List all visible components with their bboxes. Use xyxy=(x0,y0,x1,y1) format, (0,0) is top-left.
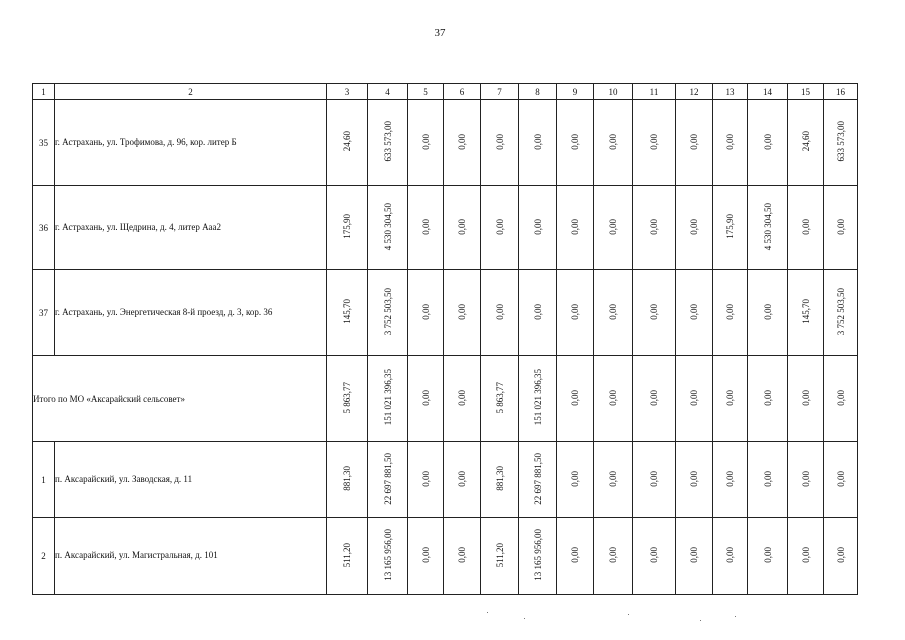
value-text: 0,00 xyxy=(457,218,467,235)
value-text: 0,00 xyxy=(725,303,735,320)
value-cell xyxy=(327,518,368,595)
value-cell xyxy=(408,100,444,186)
table-row xyxy=(33,186,858,270)
value-text: 0,00 xyxy=(649,547,659,563)
value-text: 151 021 396,35 xyxy=(382,369,393,426)
value-cell xyxy=(408,518,444,595)
value-cell xyxy=(633,442,676,518)
value-cell xyxy=(444,270,481,356)
column-header: 10 xyxy=(594,84,633,100)
value-cell xyxy=(444,518,481,595)
column-header: 6 xyxy=(444,84,481,100)
address-cell: г. Астрахань, ул. Трофимова, д. 96, кор. литер Б xyxy=(55,100,327,186)
value-text: 881,30 xyxy=(342,466,352,491)
value-text: 145,70 xyxy=(342,299,352,324)
value-cell xyxy=(748,356,788,442)
value-text: 0,00 xyxy=(608,218,618,235)
total-label: Итого по МО «Аксарайский сельсовет» xyxy=(33,356,327,442)
row-number: 2 xyxy=(33,518,55,595)
value-text: 4 530 304,50 xyxy=(762,202,773,251)
value-cell xyxy=(633,270,676,356)
column-header: 14 xyxy=(748,84,788,100)
value-cell xyxy=(481,442,519,518)
row-number: 36 xyxy=(33,186,55,270)
value-cell xyxy=(713,270,748,356)
value-cell xyxy=(444,442,481,518)
value-text: 0,00 xyxy=(762,389,773,406)
value-cell xyxy=(368,518,408,595)
value-text: 0,00 xyxy=(532,218,543,235)
value-cell xyxy=(676,270,713,356)
value-text: 0,00 xyxy=(570,547,580,563)
value-text: 633 573,00 xyxy=(382,121,393,162)
row-number: 35 xyxy=(33,100,55,186)
value-cell xyxy=(481,518,519,595)
value-text: 511,20 xyxy=(342,542,352,568)
value-text: 0,00 xyxy=(420,389,431,406)
value-cell xyxy=(748,442,788,518)
value-text: 0,00 xyxy=(800,547,811,563)
value-text: 3 752 503,50 xyxy=(382,287,393,336)
header-row xyxy=(33,84,858,100)
value-text: 0,00 xyxy=(457,133,467,150)
value-cell xyxy=(368,356,408,442)
value-text: 13 165 956,00 xyxy=(382,529,393,581)
value-cell xyxy=(519,100,557,186)
value-text: 0,00 xyxy=(570,218,580,235)
value-text: 0,00 xyxy=(689,547,699,563)
value-cell xyxy=(788,100,824,186)
value-text: 511,20 xyxy=(494,542,505,568)
value-text: 0,00 xyxy=(725,389,735,406)
value-cell xyxy=(748,270,788,356)
value-cell xyxy=(676,356,713,442)
value-cell xyxy=(557,356,594,442)
value-text: 0,00 xyxy=(420,133,431,150)
column-header: 9 xyxy=(557,84,594,100)
total-row xyxy=(33,356,858,442)
value-cell xyxy=(557,518,594,595)
page-number: 37 xyxy=(434,27,446,39)
value-cell xyxy=(368,270,408,356)
value-cell xyxy=(594,442,633,518)
value-cell xyxy=(519,442,557,518)
value-text: 0,00 xyxy=(457,389,467,406)
value-cell xyxy=(824,442,858,518)
value-cell xyxy=(408,356,444,442)
value-text: 151 021 396,35 xyxy=(532,369,543,426)
value-cell xyxy=(557,100,594,186)
value-cell xyxy=(788,356,824,442)
row-number: 1 xyxy=(33,442,55,518)
value-text: 0,00 xyxy=(570,470,580,487)
value-text: 0,00 xyxy=(689,303,699,320)
value-cell xyxy=(481,186,519,270)
value-cell xyxy=(408,186,444,270)
value-text: 0,00 xyxy=(835,470,846,487)
column-header: 3 xyxy=(327,84,368,100)
value-text: 0,00 xyxy=(800,218,811,235)
value-text: 0,00 xyxy=(570,303,580,320)
value-text: 0,00 xyxy=(725,133,735,150)
value-cell xyxy=(748,100,788,186)
value-cell xyxy=(327,442,368,518)
value-cell xyxy=(788,270,824,356)
table-row xyxy=(33,518,858,595)
table-row xyxy=(33,100,858,186)
address-cell: г. Астрахань, ул. Щедрина, д. 4, литер Ааа2 xyxy=(55,186,327,270)
value-text: 0,00 xyxy=(457,303,467,320)
value-cell xyxy=(824,356,858,442)
value-cell xyxy=(748,518,788,595)
value-text: 0,00 xyxy=(689,470,699,487)
value-text: 24,60 xyxy=(800,131,811,152)
column-header: 12 xyxy=(676,84,713,100)
column-header: 4 xyxy=(368,84,408,100)
value-text: 0,00 xyxy=(532,133,543,150)
value-cell xyxy=(633,186,676,270)
data-table xyxy=(32,83,858,595)
value-cell xyxy=(748,186,788,270)
value-text: 24,60 xyxy=(342,131,352,152)
value-cell xyxy=(824,270,858,356)
value-text: 0,00 xyxy=(689,389,699,406)
value-text: 5 863,77 xyxy=(494,381,505,414)
value-cell xyxy=(713,186,748,270)
value-cell xyxy=(557,186,594,270)
value-text: 0,00 xyxy=(420,303,431,320)
value-text: 0,00 xyxy=(570,133,580,150)
value-text: 22 697 881,50 xyxy=(382,452,393,505)
value-cell xyxy=(481,100,519,186)
value-text: 0,00 xyxy=(649,389,659,406)
value-cell xyxy=(633,356,676,442)
value-text: 633 573,00 xyxy=(835,121,846,162)
value-text: 3 752 503,50 xyxy=(835,287,846,336)
value-text: 175,90 xyxy=(725,214,735,239)
value-text: 0,00 xyxy=(608,470,618,487)
value-text: 0,00 xyxy=(800,470,811,487)
value-cell xyxy=(594,356,633,442)
address-cell: п. Аксарайский, ул. Магистральная, д. 101 xyxy=(55,518,327,595)
value-text: 0,00 xyxy=(725,470,735,487)
value-text: 0,00 xyxy=(689,133,699,150)
value-cell xyxy=(327,100,368,186)
value-text: 0,00 xyxy=(494,133,505,150)
value-cell xyxy=(519,270,557,356)
value-cell xyxy=(519,186,557,270)
value-text: 4 530 304,50 xyxy=(382,202,393,251)
value-text: 0,00 xyxy=(608,389,618,406)
value-text: 22 697 881,50 xyxy=(532,452,543,505)
value-text: 5 863,77 xyxy=(342,381,352,414)
value-cell xyxy=(368,100,408,186)
column-header: 7 xyxy=(481,84,519,100)
value-text: 0,00 xyxy=(457,470,467,487)
value-text: 0,00 xyxy=(494,303,505,320)
value-text: 0,00 xyxy=(762,303,773,320)
value-text: 0,00 xyxy=(835,389,846,406)
value-text: 0,00 xyxy=(762,547,773,563)
table-row xyxy=(33,442,858,518)
value-cell xyxy=(824,518,858,595)
value-text: 0,00 xyxy=(420,470,431,487)
column-header: 13 xyxy=(713,84,748,100)
value-text: 0,00 xyxy=(608,133,618,150)
value-text: 0,00 xyxy=(649,303,659,320)
value-text: 0,00 xyxy=(649,218,659,235)
value-cell xyxy=(327,356,368,442)
value-cell xyxy=(444,356,481,442)
column-header: 2 xyxy=(55,84,327,100)
value-cell xyxy=(594,100,633,186)
value-cell xyxy=(633,100,676,186)
value-cell xyxy=(368,442,408,518)
column-header: 16 xyxy=(824,84,858,100)
value-text: 0,00 xyxy=(608,303,618,320)
value-cell xyxy=(594,270,633,356)
value-cell xyxy=(788,442,824,518)
value-text: 0,00 xyxy=(835,218,846,235)
value-text: 0,00 xyxy=(725,547,735,563)
value-cell xyxy=(481,356,519,442)
address-cell: п. Аксарайский, ул. Заводская, д. 11 xyxy=(55,442,327,518)
value-cell xyxy=(327,186,368,270)
value-cell xyxy=(824,100,858,186)
address-cell: г. Астрахань, ул. Энергетическая 8-й проезд, д. 3, кор. 36 xyxy=(55,270,327,356)
value-cell xyxy=(676,100,713,186)
value-text: 881,30 xyxy=(494,466,505,491)
value-cell xyxy=(444,186,481,270)
value-text: 0,00 xyxy=(608,547,618,563)
value-text: 145,70 xyxy=(800,299,811,324)
value-text: 0,00 xyxy=(689,218,699,235)
value-cell xyxy=(713,356,748,442)
value-text: 0,00 xyxy=(532,303,543,320)
value-text: 0,00 xyxy=(800,389,811,406)
value-text: 175,90 xyxy=(342,214,352,239)
value-cell xyxy=(327,270,368,356)
value-cell xyxy=(713,442,748,518)
value-cell xyxy=(594,186,633,270)
value-text: 0,00 xyxy=(762,470,773,487)
value-cell xyxy=(676,186,713,270)
value-cell xyxy=(557,270,594,356)
value-text: 13 165 956,00 xyxy=(532,529,543,581)
value-cell xyxy=(788,518,824,595)
value-text: 0,00 xyxy=(835,547,846,563)
value-cell xyxy=(557,442,594,518)
value-text: 0,00 xyxy=(649,470,659,487)
value-cell xyxy=(676,442,713,518)
value-text: 0,00 xyxy=(457,547,467,563)
column-header: 1 xyxy=(33,84,55,100)
value-cell xyxy=(368,186,408,270)
value-text: 0,00 xyxy=(420,218,431,235)
column-header: 5 xyxy=(408,84,444,100)
column-header: 15 xyxy=(788,84,824,100)
value-cell xyxy=(519,518,557,595)
value-cell xyxy=(408,442,444,518)
value-text: 0,00 xyxy=(494,218,505,235)
value-cell xyxy=(676,518,713,595)
value-text: 0,00 xyxy=(762,133,773,150)
value-text: 0,00 xyxy=(649,133,659,150)
table-row xyxy=(33,270,858,356)
value-text: 0,00 xyxy=(570,389,580,406)
value-cell xyxy=(481,270,519,356)
value-cell xyxy=(519,356,557,442)
column-header: 11 xyxy=(633,84,676,100)
value-cell xyxy=(444,100,481,186)
value-cell xyxy=(408,270,444,356)
column-header: 8 xyxy=(519,84,557,100)
value-cell xyxy=(594,518,633,595)
row-number: 37 xyxy=(33,270,55,356)
value-cell xyxy=(824,186,858,270)
value-text: 0,00 xyxy=(420,547,431,563)
value-cell xyxy=(633,518,676,595)
value-cell xyxy=(713,518,748,595)
value-cell xyxy=(713,100,748,186)
value-cell xyxy=(788,186,824,270)
